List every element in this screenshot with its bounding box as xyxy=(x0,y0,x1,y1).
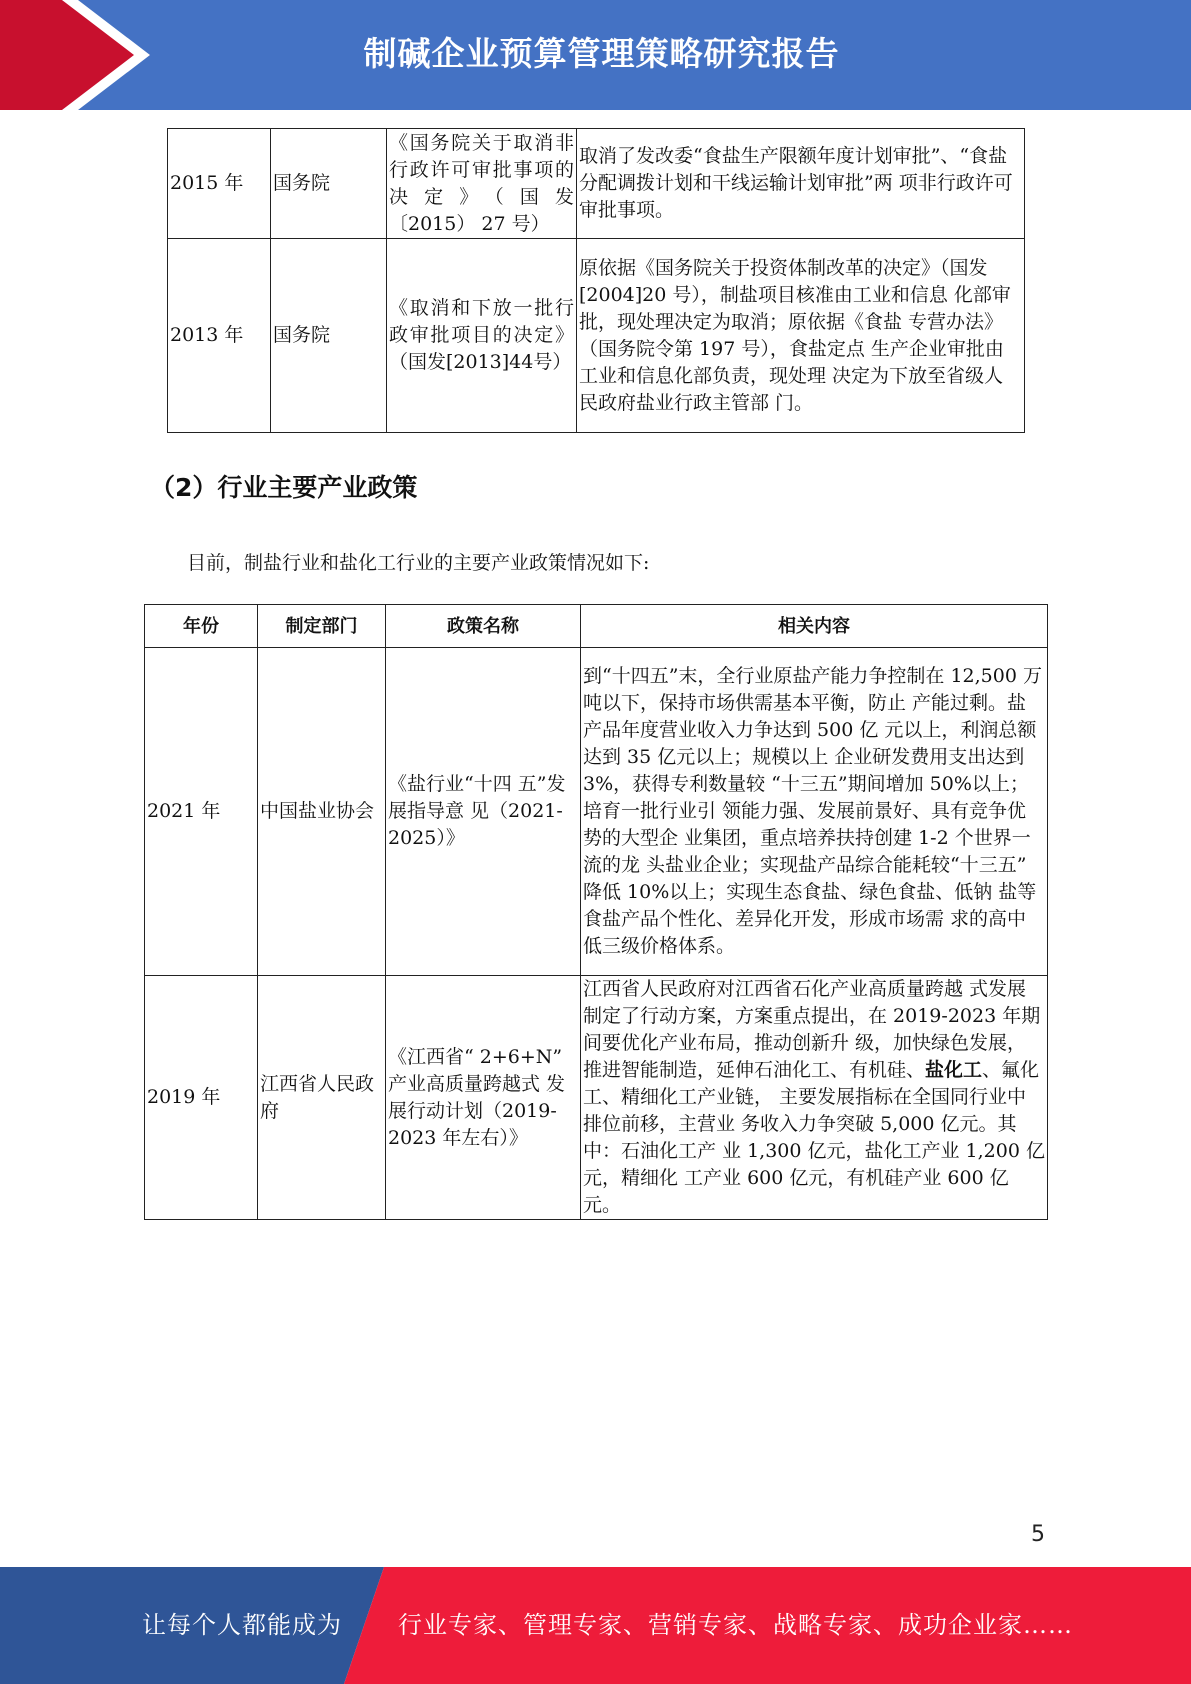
policy-name-cell: 《江西省“ 2+6+N” 产业高质量跨越式 发展行动计划（2019-2023 年左右）》 xyxy=(386,976,581,1220)
content-cell: 原依据《国务院关于投资体制改革的决定》（国发[2004]20 号），制盐项目核准由工业和信息 化部审批，现处理决定为取消；原依据《食盐 专营办法》（国务院令第 197 号），食盐定点 生产企业审批由工业和信息化部负责，现处理 决定为下放至省级人民政府盐业行政主管部 门。 xyxy=(577,239,1025,433)
table-row xyxy=(168,239,1025,433)
year-cell: 2013 年 xyxy=(168,239,271,433)
table-row xyxy=(168,129,1025,239)
industry-policy-table xyxy=(144,604,1048,1220)
table-row xyxy=(145,976,1048,1220)
year-cell: 2019 年 xyxy=(145,976,258,1220)
department-cell: 江西省人民政府 xyxy=(258,976,386,1220)
table-header-row xyxy=(145,605,1048,648)
page-number: 5 xyxy=(1031,1522,1045,1547)
table-row xyxy=(145,648,1048,976)
year-cell: 2021 年 xyxy=(145,648,258,976)
report-title: 制碱企业预算管理策略研究报告 xyxy=(363,34,840,73)
content-cell xyxy=(581,976,1048,1220)
intro-paragraph: 目前，制盐行业和盐化工行业的主要产业政策情况如下: xyxy=(187,552,650,574)
department-cell: 国务院 xyxy=(271,129,387,239)
footer-slogan-left: 让每个人都能成为 xyxy=(142,1611,342,1639)
page-header xyxy=(0,0,1191,110)
content-text: 江西省人民政府对江西省石化产业高质量跨越 式发展制定了行动方案，方案重点提出，在 2019-2023 年期间要优化产业布局，推动创新升 级，加快绿色发展，推进智能制造，延伸石油化工、有机硅、 xyxy=(583,978,1041,1081)
content-cell: 取消了发改委“食盐生产限额年度计划审批”、“食盐分配调拨计划和干线运输计划审批”两 项非行政许可审批事项。 xyxy=(577,129,1025,239)
policy-table-continued xyxy=(167,128,1025,433)
section-heading: （2）行业主要产业政策 xyxy=(150,473,418,502)
department-cell: 中国盐业协会 xyxy=(258,648,386,976)
policy-name-cell: 《国务院关于取消非行政许可审批事项的决定》（国发〔2015） 27 号） xyxy=(387,129,577,239)
page-footer xyxy=(0,1567,1191,1684)
policy-name-cell: 《取消和下放一批行政审批项目的决定》（国发[2013]44号） xyxy=(387,239,577,433)
footer-slogan-right: 行业专家、管理专家、营销专家、战略专家、成功企业家…… xyxy=(398,1611,1073,1639)
content-cell: 到“十四五”末，全行业原盐产能力争控制在 12,500 万吨以下，保持市场供需基本平衡，防止 产能过剩。盐产品年度营业收入力争达到 500 亿 元以上，利润总额达到 35 亿元以上；规模以上 企业研发费用支出达到 3%，获得专利数量较 “十三五”期间增加 50%以上；培育一批行业引 领能力强、发展前景好、具有竞争优势的大型企 业集团，重点培养扶持创建 1-2 个世界一流的龙 头盐业企业；实现盐产品综合能耗较“十三五” 降低 10%以上；实现生态食盐、绿色食盐、低钠 盐等食盐产品个性化、差异化开发，形成市场需 求的高中低三级价格体系。 xyxy=(581,648,1048,976)
policy-name-cell: 《盐行业“十四 五”发展指导意 见（2021-2025）》 xyxy=(386,648,581,976)
year-cell: 2015 年 xyxy=(168,129,271,239)
column-header-year: 年份 xyxy=(145,605,258,648)
column-header-policy: 政策名称 xyxy=(386,605,581,648)
column-header-department: 制定部门 xyxy=(258,605,386,648)
department-cell: 国务院 xyxy=(271,239,387,433)
highlighted-term: 盐化工 xyxy=(925,1059,983,1081)
content-text: 、氟化工、精细化工产业链， 主要发展指标在全国同行业中排位前移，主营业 务收入力争突破 5,000 亿元。其中：石油化工产 业 1,300 亿元，盐化工产业 1,200 亿元，精细化 工产业 600 亿元，有机硅产业 600 亿元。 xyxy=(583,1059,1045,1216)
column-header-content: 相关内容 xyxy=(581,605,1048,648)
